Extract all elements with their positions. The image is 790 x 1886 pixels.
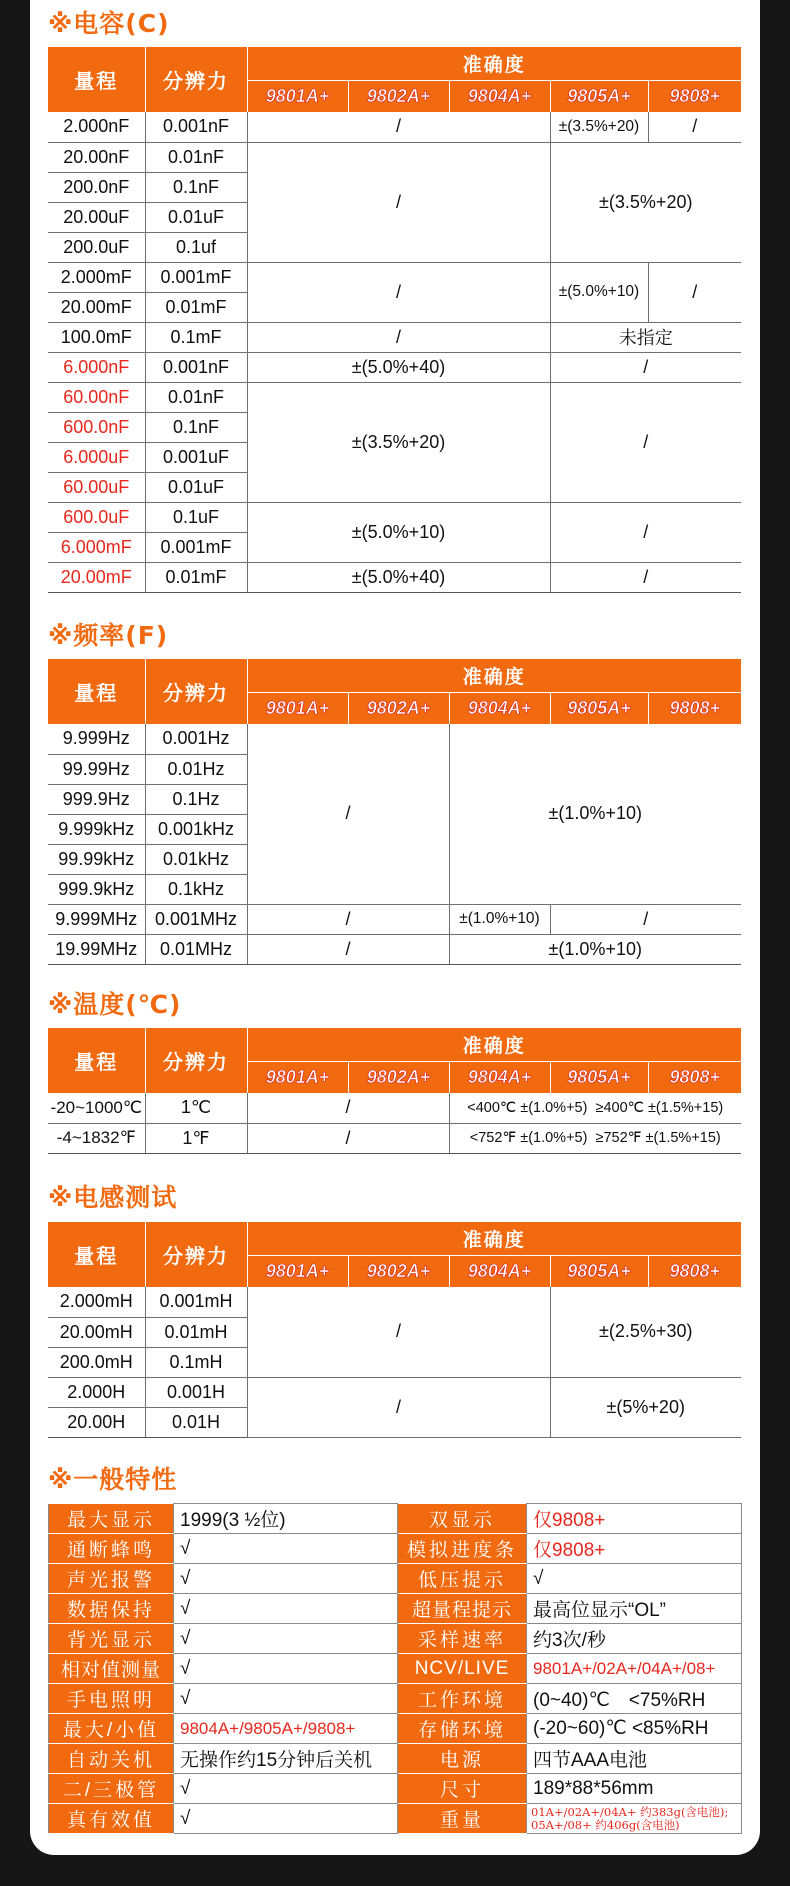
range-cell: 60.00nF <box>48 382 145 412</box>
resolution-cell: 0.1nF <box>145 412 247 442</box>
resolution-cell: 0.01MHz <box>145 934 247 964</box>
accuracy-cell: / <box>550 382 741 502</box>
inductance-table <box>48 1222 741 1438</box>
accuracy-cell: / <box>648 262 741 322</box>
temp-cond-high: ≥752℉ <box>595 1130 642 1146</box>
header-model: 9804A+ <box>449 692 550 724</box>
header-model: 9801A+ <box>247 692 348 724</box>
header-model: 9805A+ <box>550 80 648 112</box>
spec-key: 二/三极管 <box>49 1774 174 1804</box>
header-accuracy: 准确度 <box>247 1028 741 1061</box>
spec-value: √ <box>174 1534 398 1564</box>
range-cell: 100.0mF <box>48 322 145 352</box>
general-row <box>49 1774 742 1804</box>
temp-cond-low: <752℉ <box>469 1130 517 1146</box>
spec-key: 采样速率 <box>398 1624 527 1654</box>
range-cell: 2.000mF <box>48 262 145 292</box>
header-resolution: 分辨力 <box>145 1028 247 1093</box>
range-cell: 9.999Hz <box>48 724 145 754</box>
accuracy-cell: ±(2.5%+30) <box>550 1287 741 1377</box>
header-range: 量程 <box>48 1028 145 1093</box>
header-model: 9805A+ <box>550 1061 648 1093</box>
accuracy-cell: ±(5.0%+10) <box>550 262 648 322</box>
range-cell: 20.00mF <box>48 562 145 592</box>
resolution-cell: 0.01kHz <box>145 844 247 874</box>
section-title-general: ※一般特性 <box>48 1465 178 1494</box>
temp-acc-high: ±(1.5%+15) <box>647 1099 724 1116</box>
general-row <box>49 1714 742 1744</box>
resolution-cell: 0.01Hz <box>145 754 247 784</box>
general-row <box>49 1594 742 1624</box>
range-cell: 99.99Hz <box>48 754 145 784</box>
accuracy-cell: ±(5.0%+40) <box>247 562 550 592</box>
accuracy-cell: ±(5.0%+10) <box>247 502 550 562</box>
header-resolution: 分辨力 <box>145 1222 247 1287</box>
accuracy-cell: / <box>550 904 741 934</box>
header-model: 9808+ <box>648 1061 741 1093</box>
resolution-cell: 0.01mH <box>145 1317 247 1347</box>
general-row <box>49 1654 742 1684</box>
spec-value: √ <box>174 1564 398 1594</box>
resolution-cell: 0.1uF <box>145 502 247 532</box>
resolution-cell: 0.1nF <box>145 172 247 202</box>
header-model: 9802A+ <box>348 1255 449 1287</box>
header-model: 9808+ <box>648 692 741 724</box>
spec-key: 工作环境 <box>398 1684 527 1714</box>
spec-key: 自动关机 <box>49 1744 174 1774</box>
general-table <box>48 1503 742 1834</box>
spec-value: √ <box>174 1684 398 1714</box>
spec-value: 约3次/秒 <box>527 1624 742 1654</box>
spec-key: 最大显示 <box>49 1504 174 1534</box>
range-cell: 6.000nF <box>48 352 145 382</box>
resolution-cell: 0.001mF <box>145 262 247 292</box>
spec-key: 相对值测量 <box>49 1654 174 1684</box>
resolution-cell: 0.01mF <box>145 292 247 322</box>
accuracy-cell: / <box>247 904 449 934</box>
spec-value: 最高位显示“OL” <box>527 1594 742 1624</box>
header-model: 9802A+ <box>348 692 449 724</box>
capacitance-table <box>48 47 741 593</box>
accuracy-cell: ±(3.5%+20) <box>550 112 648 142</box>
range-cell: 600.0uF <box>48 502 145 532</box>
general-row <box>49 1804 742 1834</box>
spec-value: √ <box>174 1654 398 1684</box>
accuracy-cell: / <box>648 112 741 142</box>
spec-key: 超量程提示 <box>398 1594 527 1624</box>
range-cell: 9.999kHz <box>48 814 145 844</box>
range-cell: 6.000mF <box>48 532 145 562</box>
spec-value: 1999(3 ½位) <box>174 1504 398 1534</box>
header-model: 9808+ <box>648 1255 741 1287</box>
accuracy-cell: 未指定 <box>550 322 741 352</box>
accuracy-cell: ±(5%+20) <box>550 1377 741 1437</box>
spec-value: 仅9808+ <box>527 1504 742 1534</box>
range-cell: -20~1000℃ <box>48 1093 145 1123</box>
accuracy-cell: / <box>247 322 550 352</box>
resolution-cell: 0.001Hz <box>145 724 247 754</box>
spec-key: 声光报警 <box>49 1564 174 1594</box>
temp-cond-high: ≥400℃ <box>595 1099 644 1116</box>
resolution-cell: 0.1uf <box>145 232 247 262</box>
range-cell: -4~1832℉ <box>48 1123 145 1153</box>
accuracy-cell: / <box>247 142 550 262</box>
spec-key: NCV/LIVE <box>398 1654 527 1684</box>
accuracy-cell: / <box>550 562 741 592</box>
general-row <box>49 1564 742 1594</box>
resolution-cell: 0.001H <box>145 1377 247 1407</box>
spec-value: √ <box>527 1564 742 1594</box>
temp-acc-high: ±(1.5%+15) <box>645 1130 721 1146</box>
range-cell: 19.99MHz <box>48 934 145 964</box>
header-model: 9802A+ <box>348 80 449 112</box>
spec-value: 9801A+/02A+/04A+/08+ <box>527 1654 742 1684</box>
accuracy-cell: / <box>247 1377 550 1437</box>
spec-value: (0~40)℃ <75%RH <box>527 1684 742 1714</box>
spec-value: (-20~60)℃ <85%RH <box>527 1714 742 1744</box>
weight-line: 01A+/02A+/04A+ 约383g(含电池); <box>531 1804 729 1819</box>
header-model: 9804A+ <box>449 80 550 112</box>
resolution-cell: 0.001uF <box>145 442 247 472</box>
range-cell: 999.9kHz <box>48 874 145 904</box>
accuracy-cell: / <box>247 262 550 322</box>
spec-key: 背光显示 <box>49 1624 174 1654</box>
header-model: 9805A+ <box>550 692 648 724</box>
header-range: 量程 <box>48 47 145 112</box>
accuracy-cell: ±(5.0%+40) <box>247 352 550 382</box>
header-accuracy: 准确度 <box>247 47 741 80</box>
spec-key: 通断蜂鸣 <box>49 1534 174 1564</box>
spec-value: 四节AAA电池 <box>527 1744 742 1774</box>
accuracy-cell: ±(3.5%+20) <box>550 142 741 262</box>
header-model: 9804A+ <box>449 1061 550 1093</box>
header-model: 9801A+ <box>247 1061 348 1093</box>
section-title-capacitance: ※电容(C) <box>48 9 170 38</box>
spec-value: √ <box>174 1624 398 1654</box>
accuracy-cell: / <box>247 1287 550 1377</box>
accuracy-cell: / <box>550 502 741 562</box>
spec-value: √ <box>174 1774 398 1804</box>
general-row <box>49 1624 742 1654</box>
resolution-cell: 0.01nF <box>145 142 247 172</box>
resolution-cell: 0.1Hz <box>145 784 247 814</box>
spec-key: 电源 <box>398 1744 527 1774</box>
header-accuracy: 准确度 <box>247 659 741 692</box>
resolution-cell: 0.1mF <box>145 322 247 352</box>
range-cell: 200.0mH <box>48 1347 145 1377</box>
resolution-cell: 0.01mF <box>145 562 247 592</box>
resolution-cell: 1℃ <box>145 1093 247 1123</box>
range-cell: 2.000H <box>48 1377 145 1407</box>
resolution-cell: 0.1kHz <box>145 874 247 904</box>
accuracy-cell: / <box>247 724 449 904</box>
spec-card <box>30 0 760 1855</box>
range-cell: 20.00mF <box>48 292 145 322</box>
accuracy-cell: / <box>550 352 741 382</box>
accuracy-cell: / <box>247 112 550 142</box>
temp-acc-low: ±(1.0%+5) <box>520 1130 588 1146</box>
resolution-cell: 0.001MHz <box>145 904 247 934</box>
resolution-cell: 0.001nF <box>145 352 247 382</box>
range-cell: 6.000uF <box>48 442 145 472</box>
weight-line: 05A+/08+ 约406g(含电池) <box>531 1817 680 1832</box>
section-title-inductance: ※电感测试 <box>48 1183 178 1212</box>
general-row <box>49 1534 742 1564</box>
section-title-temperature: ※温度(℃) <box>48 990 182 1019</box>
range-cell: 99.99kHz <box>48 844 145 874</box>
resolution-cell: 0.001kHz <box>145 814 247 844</box>
header-model: 9801A+ <box>247 80 348 112</box>
general-row <box>49 1684 742 1714</box>
accuracy-cell: / <box>247 1123 449 1153</box>
spec-key: 重量 <box>398 1804 527 1834</box>
resolution-cell: 0.01uF <box>145 202 247 232</box>
header-range: 量程 <box>48 659 145 724</box>
general-row <box>49 1504 742 1534</box>
spec-value: 9804A+/9805A+/9808+ <box>174 1714 398 1744</box>
spec-key: 最大/小值 <box>49 1714 174 1744</box>
range-cell: 20.00uF <box>48 202 145 232</box>
header-range: 量程 <box>48 1222 145 1287</box>
range-cell: 2.000nF <box>48 112 145 142</box>
spec-key: 手电照明 <box>49 1684 174 1714</box>
spec-value-weight <box>527 1804 742 1834</box>
spec-key: 存储环境 <box>398 1714 527 1744</box>
range-cell: 600.0nF <box>48 412 145 442</box>
resolution-cell: 0.001mH <box>145 1287 247 1317</box>
range-cell: 20.00nF <box>48 142 145 172</box>
accuracy-cell: ±(1.0%+10) <box>449 724 741 904</box>
temp-cond-low: <400℃ <box>467 1099 517 1116</box>
range-cell: 200.0uF <box>48 232 145 262</box>
general-row <box>49 1744 742 1774</box>
header-resolution: 分辨力 <box>145 47 247 112</box>
spec-value: 仅9808+ <box>527 1534 742 1564</box>
spec-key: 双显示 <box>398 1504 527 1534</box>
header-model: 9802A+ <box>348 1061 449 1093</box>
range-cell: 20.00H <box>48 1407 145 1437</box>
spec-key: 真有效值 <box>49 1804 174 1834</box>
resolution-cell: 0.001nF <box>145 112 247 142</box>
frequency-table <box>48 659 741 965</box>
temp-acc-low: ±(1.0%+5) <box>520 1099 588 1116</box>
range-cell: 9.999MHz <box>48 904 145 934</box>
spec-value: √ <box>174 1804 398 1834</box>
header-model: 9801A+ <box>247 1255 348 1287</box>
spec-value: 无操作约15分钟后关机 <box>174 1744 398 1774</box>
accuracy-cell: / <box>247 934 449 964</box>
header-model: 9808+ <box>648 80 741 112</box>
range-cell: 200.0nF <box>48 172 145 202</box>
resolution-cell: 0.01H <box>145 1407 247 1437</box>
resolution-cell: 0.001mF <box>145 532 247 562</box>
resolution-cell: 0.01uF <box>145 472 247 502</box>
accuracy-cell <box>449 1093 741 1123</box>
temperature-table <box>48 1028 741 1154</box>
range-cell: 999.9Hz <box>48 784 145 814</box>
header-accuracy: 准确度 <box>247 1222 741 1255</box>
accuracy-cell: / <box>247 1093 449 1123</box>
resolution-cell: 0.1mH <box>145 1347 247 1377</box>
range-cell: 20.00mH <box>48 1317 145 1347</box>
header-resolution: 分辨力 <box>145 659 247 724</box>
range-cell: 60.00uF <box>48 472 145 502</box>
accuracy-cell <box>449 1123 741 1153</box>
accuracy-cell: ±(1.0%+10) <box>449 934 741 964</box>
section-title-frequency: ※频率(F) <box>48 621 169 650</box>
spec-key: 低压提示 <box>398 1564 527 1594</box>
header-model: 9804A+ <box>449 1255 550 1287</box>
resolution-cell: 1℉ <box>145 1123 247 1153</box>
range-cell: 2.000mH <box>48 1287 145 1317</box>
spec-value: √ <box>174 1594 398 1624</box>
accuracy-cell: ±(1.0%+10) <box>449 904 550 934</box>
spec-key: 尺寸 <box>398 1774 527 1804</box>
spec-key: 模拟进度条 <box>398 1534 527 1564</box>
spec-value: 189*88*56mm <box>527 1774 742 1804</box>
accuracy-cell: ±(3.5%+20) <box>247 382 550 502</box>
resolution-cell: 0.01nF <box>145 382 247 412</box>
header-model: 9805A+ <box>550 1255 648 1287</box>
spec-key: 数据保持 <box>49 1594 174 1624</box>
